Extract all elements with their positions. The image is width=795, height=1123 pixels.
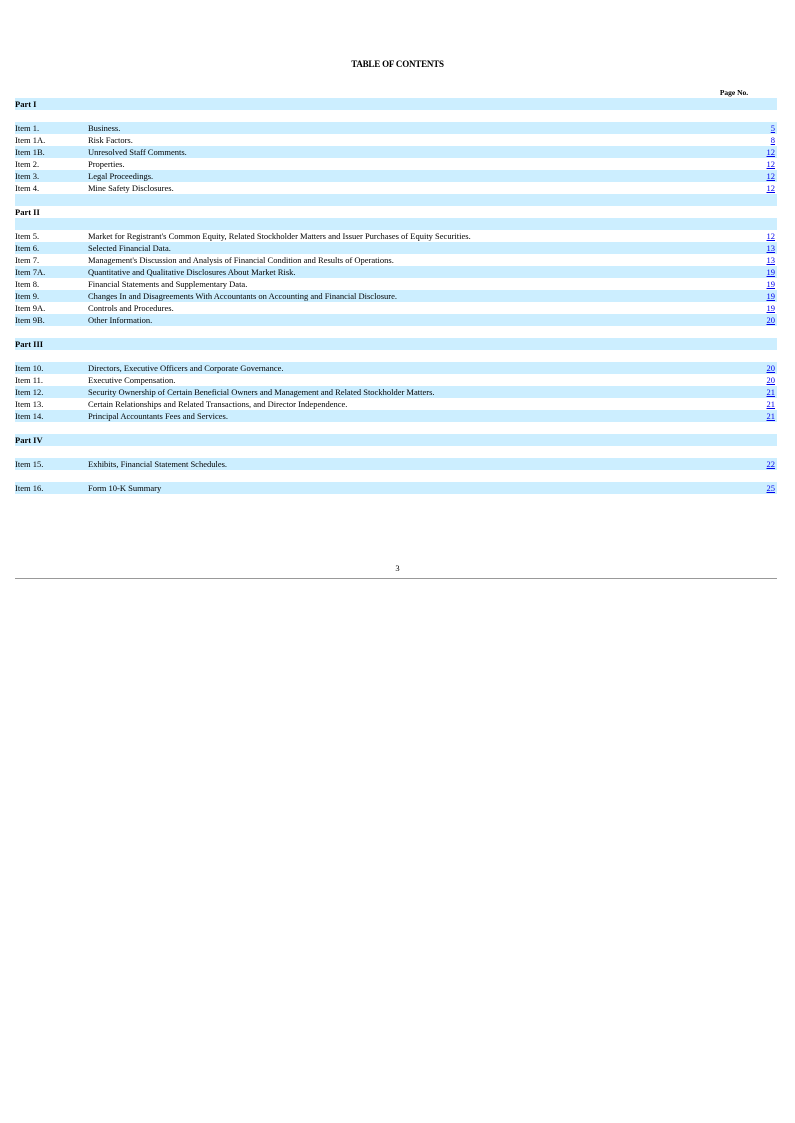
spacer-row xyxy=(15,218,777,230)
section-label: Part I xyxy=(15,99,37,109)
toc-item-row xyxy=(15,278,777,290)
item-number: Item 1. xyxy=(15,123,40,133)
item-description: Selected Financial Data. xyxy=(88,243,171,253)
spacer-row xyxy=(15,326,777,338)
page-number-link[interactable]: 20 xyxy=(766,363,775,373)
item-description: Legal Proceedings. xyxy=(88,171,154,181)
page-number-link[interactable]: 12 xyxy=(766,159,775,169)
section-heading-row xyxy=(15,98,777,110)
spacer-row xyxy=(15,350,777,362)
page-number-link[interactable]: 21 xyxy=(766,387,775,397)
item-number: Item 8. xyxy=(15,279,40,289)
section-heading-row xyxy=(15,338,777,350)
item-number: Item 6. xyxy=(15,243,40,253)
page-number-link[interactable]: 25 xyxy=(766,483,775,493)
item-description: Certain Relationships and Related Transactions, and Director Independence. xyxy=(88,399,348,409)
spacer-row xyxy=(15,194,777,206)
section-heading-row xyxy=(15,206,777,218)
item-description: Changes In and Disagreements With Accountants on Accounting and Financial Disclosure. xyxy=(88,291,397,301)
item-description: Quantitative and Qualitative Disclosures About Market Risk. xyxy=(88,267,296,277)
section-label: Part II xyxy=(15,207,40,217)
toc-item-row xyxy=(15,482,777,494)
item-description: Mine Safety Disclosures. xyxy=(88,183,174,193)
section-label: Part IV xyxy=(15,435,43,445)
item-description: Market for Registrant's Common Equity, Related Stockholder Matters and Issuer Purchases of Equity Securities. xyxy=(88,231,471,241)
item-number: Item 3. xyxy=(15,171,40,181)
item-number: Item 14. xyxy=(15,411,44,421)
page-number-link[interactable]: 12 xyxy=(766,171,775,181)
toc-item-row xyxy=(15,170,777,182)
page-number-link[interactable]: 13 xyxy=(766,255,775,265)
item-description: Exhibits, Financial Statement Schedules. xyxy=(88,459,228,469)
item-number: Item 13. xyxy=(15,399,44,409)
page-number-link[interactable]: 12 xyxy=(766,231,775,241)
item-number: Item 1A. xyxy=(15,135,46,145)
section-heading-row xyxy=(15,434,777,446)
item-number: Item 9A. xyxy=(15,303,46,313)
item-number: Item 15. xyxy=(15,459,44,469)
item-description: Risk Factors. xyxy=(88,135,133,145)
toc-item-row xyxy=(15,302,777,314)
toc-item-row xyxy=(15,458,777,470)
page-number-link[interactable]: 5 xyxy=(770,123,775,133)
table-of-contents xyxy=(15,98,777,494)
toc-item-row xyxy=(15,374,777,386)
item-number: Item 9B. xyxy=(15,315,45,325)
item-description: Controls and Procedures. xyxy=(88,303,174,313)
item-description: Properties. xyxy=(88,159,125,169)
toc-item-row xyxy=(15,254,777,266)
item-description: Directors, Executive Officers and Corporate Governance. xyxy=(88,363,284,373)
item-description: Management's Discussion and Analysis of Financial Condition and Results of Operations. xyxy=(88,255,394,265)
toc-item-row xyxy=(15,314,777,326)
toc-item-row xyxy=(15,410,777,422)
spacer-row xyxy=(15,110,777,122)
toc-item-row xyxy=(15,290,777,302)
item-description: Security Ownership of Certain Beneficial Owners and Management and Related Stockholder Matters. xyxy=(88,387,435,397)
page-number-link[interactable]: 13 xyxy=(766,243,775,253)
page-no-column-header: Page No. xyxy=(692,88,776,99)
item-description: Financial Statements and Supplementary Data. xyxy=(88,279,248,289)
toc-item-row xyxy=(15,230,777,242)
item-number: Item 12. xyxy=(15,387,44,397)
item-number: Item 11. xyxy=(15,375,44,385)
page-title: TABLE OF CONTENTS xyxy=(351,59,444,69)
item-description: Form 10-K Summary xyxy=(88,483,162,493)
toc-item-row xyxy=(15,386,777,398)
footer-divider xyxy=(15,578,777,579)
toc-item-row xyxy=(15,122,777,134)
toc-item-row xyxy=(15,182,777,194)
page-number-link[interactable]: 20 xyxy=(766,375,775,385)
item-description: Business. xyxy=(88,123,121,133)
item-number: Item 7A. xyxy=(15,267,46,277)
toc-item-row xyxy=(15,242,777,254)
page-number-link[interactable]: 19 xyxy=(766,267,775,277)
page-number-link[interactable]: 19 xyxy=(766,279,775,289)
page-number-link[interactable]: 8 xyxy=(770,135,775,145)
item-description: Principal Accountants Fees and Services. xyxy=(88,411,228,421)
item-number: Item 16. xyxy=(15,483,44,493)
item-description: Other Information. xyxy=(88,315,153,325)
spacer-row xyxy=(15,446,777,458)
item-number: Item 2. xyxy=(15,159,40,169)
toc-item-row xyxy=(15,398,777,410)
page-number-link[interactable]: 19 xyxy=(766,291,775,301)
item-number: Item 1B. xyxy=(15,147,45,157)
footer-page-number: 3 xyxy=(395,563,400,573)
toc-item-row xyxy=(15,158,777,170)
item-description: Executive Compensation. xyxy=(88,375,176,385)
toc-item-row xyxy=(15,134,777,146)
page-number-link[interactable]: 22 xyxy=(766,459,775,469)
toc-item-row xyxy=(15,266,777,278)
item-number: Item 7. xyxy=(15,255,40,265)
page-number-link[interactable]: 20 xyxy=(766,315,775,325)
page-number-link[interactable]: 21 xyxy=(766,399,775,409)
spacer-row xyxy=(15,422,777,434)
page-number-link[interactable]: 12 xyxy=(766,183,775,193)
item-number: Item 10. xyxy=(15,363,44,373)
item-number: Item 9. xyxy=(15,291,40,301)
spacer-row xyxy=(15,470,777,482)
page-number-link[interactable]: 19 xyxy=(766,303,775,313)
page-number-link[interactable]: 21 xyxy=(766,411,775,421)
item-number: Item 4. xyxy=(15,183,40,193)
section-label: Part III xyxy=(15,339,44,349)
toc-item-row xyxy=(15,362,777,374)
page-number-link[interactable]: 12 xyxy=(766,147,775,157)
item-description: Unresolved Staff Comments. xyxy=(88,147,187,157)
toc-item-row xyxy=(15,146,777,158)
item-number: Item 5. xyxy=(15,231,40,241)
